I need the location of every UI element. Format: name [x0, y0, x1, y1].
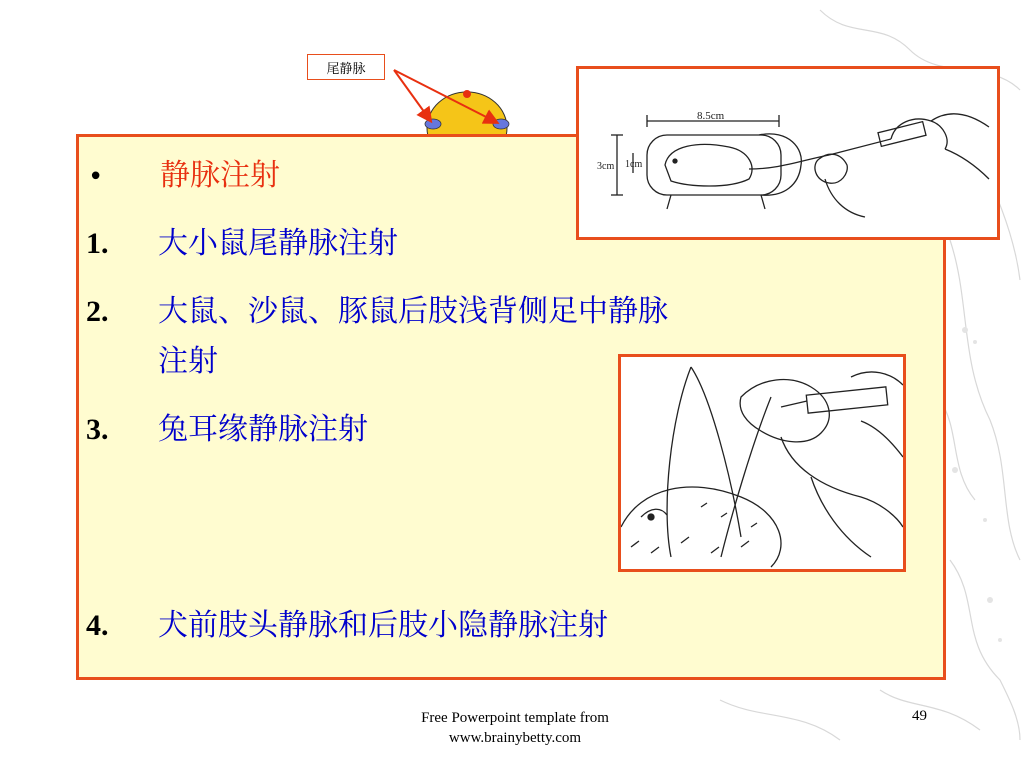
item-text: 大小鼠尾静脉注射 [158, 226, 398, 261]
dim-height-inner-label: 1cm [625, 159, 643, 170]
item-text-cont: 注射 [158, 344, 218, 379]
item-text: 犬前肢头静脉和后肢小隐静脉注射 [158, 608, 608, 643]
list-item [86, 286, 668, 330]
list-item [86, 404, 368, 448]
list-item-continuation [158, 336, 218, 380]
heading-line [86, 150, 280, 194]
left-vein-oval [425, 119, 441, 129]
item-number: 4. [86, 609, 109, 642]
item-number: 2. [86, 295, 109, 328]
list-item [86, 218, 398, 262]
footer-credit [380, 708, 650, 748]
rat-restrainer-illustration [576, 66, 1000, 240]
dorsal-vessel-dot [463, 90, 471, 98]
pointer-arrow-left [394, 70, 430, 120]
rat-restrainer-drawing [579, 69, 997, 237]
item-text: 兔耳缘静脉注射 [158, 412, 368, 447]
footer-line-2: www.brainybetty.com [448, 730, 582, 746]
list-item [86, 600, 608, 644]
dim-length-label: 8.5cm [697, 110, 725, 122]
item-number: 1. [86, 227, 109, 260]
dim-height-outer-label: 3cm [597, 161, 615, 172]
bullet-symbol: • [88, 162, 104, 192]
page-number: 49 [912, 708, 927, 724]
item-text: 大鼠、沙鼠、豚鼠后肢浅背侧足中静脉 [158, 294, 668, 329]
slide-heading: 静脉注射 [160, 158, 280, 193]
right-vein-oval [493, 119, 509, 129]
item-number: 3. [86, 413, 109, 446]
rabbit-ear-injection-illustration [618, 354, 906, 572]
tail-vein-label: 尾静脉 [307, 54, 385, 80]
footer-line-1: Free Powerpoint template from [421, 710, 609, 726]
rabbit-ear-drawing [621, 357, 903, 569]
